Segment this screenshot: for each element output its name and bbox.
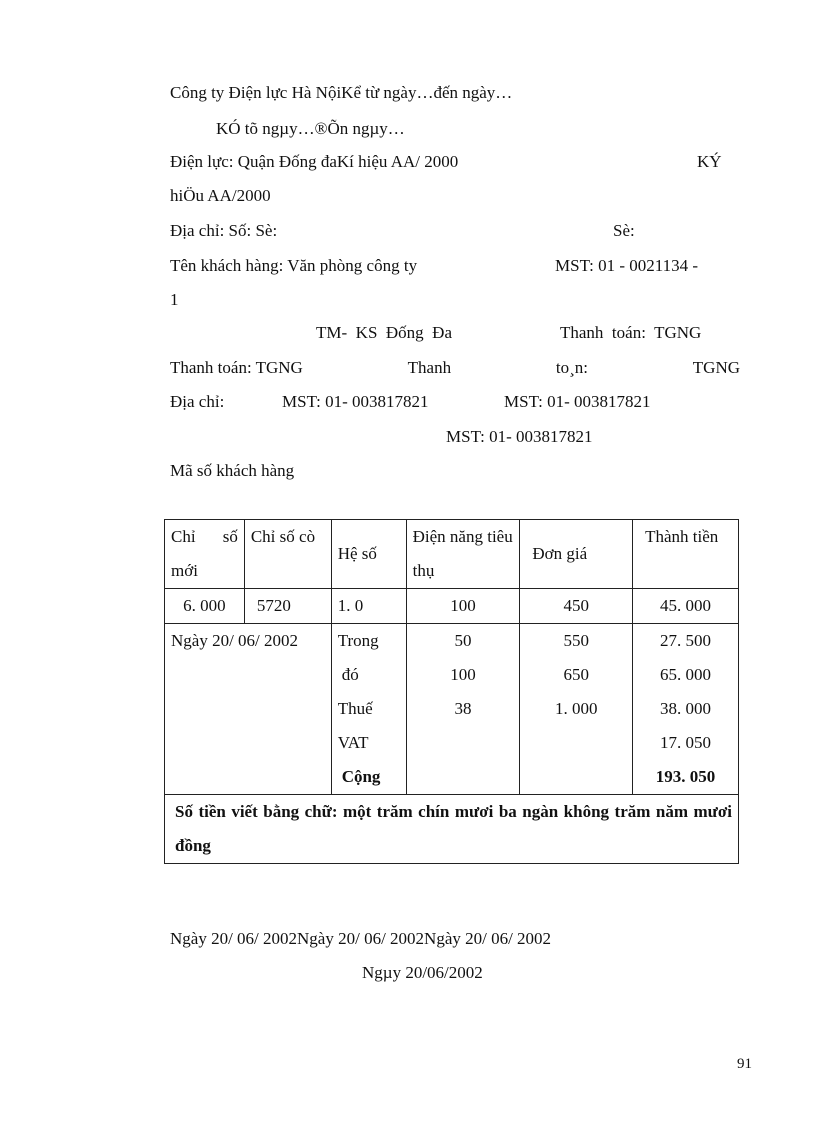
tax-code-line: MST: 01 - 0021134 -	[555, 256, 699, 275]
cell-label-trong: Trong	[331, 624, 406, 659]
table-header-row	[165, 520, 739, 589]
branch-line: Điện lực: Quận Đống đaKí hiệu AA/ 2000	[170, 152, 459, 171]
payment-label-word: Thanh	[407, 358, 452, 377]
cell-consumption: 38	[406, 692, 520, 726]
customer-code-label: Mã số khách hàng	[170, 461, 295, 480]
cell-unit-price: 450	[520, 589, 633, 624]
header-consumption: Điện năng tiêu thụ	[406, 520, 520, 589]
header-coefficient: Hệ số	[331, 520, 406, 589]
cell-empty	[520, 726, 633, 760]
table-row-total	[165, 760, 739, 795]
date-range-line-garbled: KÓ tõ ngµy…®Õn ngµy…	[216, 119, 405, 138]
payment-line-2: Thanh toán: TGNG	[170, 358, 303, 377]
cell-label-total: Cộng	[331, 760, 406, 795]
cell-amount: 45. 000	[633, 589, 739, 624]
header-new-reading: Chỉ số mới	[165, 520, 245, 589]
address-line: Địa chỉ: Số: Sè:	[170, 221, 278, 240]
cell-unit-price: 550	[520, 624, 633, 659]
address-number: Sè:	[613, 221, 635, 240]
tax-code-c: MST: 01- 003817821	[446, 427, 593, 446]
payment-row	[170, 357, 740, 379]
cell-consumption: 50	[406, 624, 520, 659]
tax-code-continuation: 1	[170, 290, 179, 309]
address-label: Địa chỉ:	[170, 392, 225, 411]
cell-label-thue: Thuế	[331, 692, 406, 726]
cell-empty	[406, 726, 520, 760]
company-line: Công ty Điện lực Hà NộiKể từ ngày…đến ngày…	[170, 83, 513, 102]
cell-empty	[165, 760, 332, 795]
symbol-label-garbled: KÝ	[697, 152, 722, 171]
cell-consumption: 100	[406, 589, 520, 624]
cell-empty	[406, 760, 520, 795]
cell-new-reading: 6. 000	[165, 589, 245, 624]
header-old-reading: Chỉ số cò	[244, 520, 331, 589]
cell-label-vat: VAT	[331, 726, 406, 760]
cell-coefficient: 1. 0	[331, 589, 406, 624]
cell-amount: 17. 050	[633, 726, 739, 760]
cell-date: Ngày 20/ 06/ 2002	[165, 624, 332, 761]
cell-label-do: đó	[331, 658, 406, 692]
hotel-line: TM- KS Đống Đa	[316, 323, 452, 342]
table-row	[165, 589, 739, 624]
bill-table	[164, 519, 739, 864]
symbol-value-garbled: hiÖu AA/2000	[170, 186, 271, 205]
cell-amount: 65. 000	[633, 658, 739, 692]
signature-dates: Ngày 20/ 06/ 2002Ngày 20/ 06/ 2002Ngày 20/ 06/ 2002	[170, 929, 552, 948]
page-number: 91	[737, 1056, 752, 1072]
cell-unit-price: 1. 000	[520, 692, 633, 726]
payment-line-1: Thanh toán: TGNG	[560, 323, 702, 342]
cell-amount: 38. 000	[633, 692, 739, 726]
cell-amount: 27. 500	[633, 624, 739, 659]
table-row-words	[165, 795, 739, 864]
signature-date-garbled: Ngµy 20/06/2002	[362, 963, 483, 982]
cell-old-reading: 5720	[244, 589, 331, 624]
cell-consumption: 100	[406, 658, 520, 692]
payment-method: TGNG	[692, 358, 740, 377]
cell-total-amount: 193. 050	[633, 760, 739, 795]
header-unit-price: Đơn giá	[520, 520, 633, 589]
customer-name-line: Tên khách hàng: Văn phòng công ty	[170, 256, 418, 275]
tax-code-b: MST: 01- 003817821	[504, 392, 651, 411]
cell-empty	[520, 760, 633, 795]
amount-in-words: Số tiền viết bằng chữ: một trăm chín mươi ba ngàn không trăm năm mươi đồng	[165, 795, 739, 864]
payment-label-garbled: to¸n:	[555, 358, 588, 377]
cell-unit-price: 650	[520, 658, 633, 692]
tax-code-a: MST: 01- 003817821	[282, 392, 429, 411]
header-amount: Thành tiền	[633, 520, 739, 589]
